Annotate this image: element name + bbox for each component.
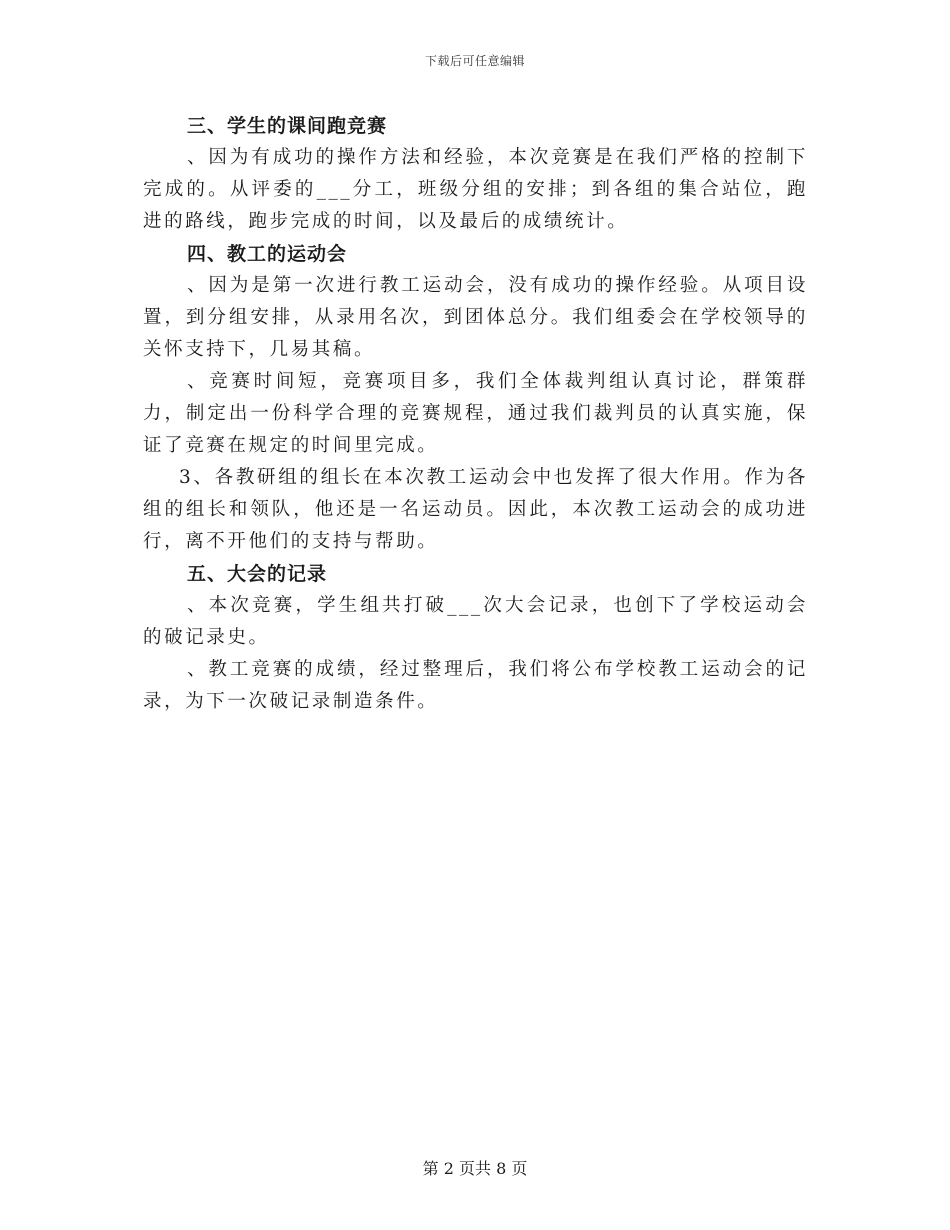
paragraph: 、因为有成功的操作方法和经验，本次竞赛是在我们严格的控制下完成的。从评委的___分工，班级分组的安排；到各组的集合站位，跑进的路线，跑步完成的时间，以及最后的成绩统计。 [143,147,808,232]
page-number: 第 2 页共 8 页 [422,1159,528,1178]
document-body [143,110,808,718]
paragraph: 、竞赛时间短，竞赛项目多，我们全体裁判组认真讨论，群策群力，制定出一份科学合理的竞赛规程，通过我们裁判员的认真实施，保证了竞赛在规定的时间里完成。 [143,371,808,456]
section-heading: 四、教工的运动会 [187,243,348,265]
paragraph: 、因为是第一次进行教工运动会，没有成功的操作经验。从项目设置，到分组安排，从录用名次，到团体总分。我们组委会在学校领导的关怀支持下，几易其稿。 [143,275,808,360]
paragraph: 、本次竞赛，学生组共打破___次大会记录，也创下了学校运动会的破记录史。 [143,595,808,648]
section-heading: 三、学生的课间跑竞赛 [187,115,388,137]
page-header: 下载后可任意编辑 [424,54,525,68]
paragraph: 、教工竞赛的成绩，经过整理后，我们将公布学校教工运动会的记录，为下一次破记录制造条件。 [143,659,808,712]
paragraph: 3、各教研组的组长在本次教工运动会中也发挥了很大作用。作为各组的组长和领队，他还是一名运动员。因此，本次教工运动会的成功进行，离不开他们的支持与帮助。 [143,467,808,552]
section-heading: 五、大会的记录 [187,563,328,585]
